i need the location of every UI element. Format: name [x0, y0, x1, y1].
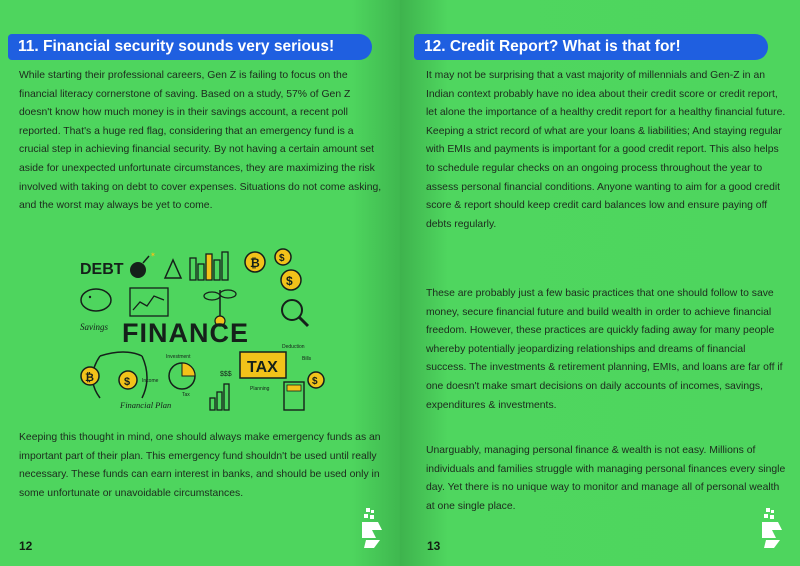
- right-paragraph-2: These are probably just a few basic practices that one should follow to save money, secure financial future and build wealth in order to achieve financial freedom. However, these practices are quickly fading away for many people whereby potentially jeopardizing relationships and dreams of financial success. The investments & retirement planning, EMIs, and loans are far off if one doesn't make smart decisions on daily accounts of incomes, savings, expenditures & investments.: [426, 288, 783, 411]
- svg-text:₿: ₿: [85, 372, 94, 384]
- left-paragraph-1: While starting their professional careers, Gen Z is failing to focus on the financial literacy cornerstone of saving. Based on a study, 57% of Gen Z doesn't know how much money is in their savings account, a recent poll reported. That's a huge red flag, considering that an emergency fund is a crucial step in achieving financial security. By not having a certain amount set aside for unexpected unfortunate circumstances, they are maximizing the risk involved with taking on debt to cover expenses. Situations do not come asking, and the worst may always be yet to come.: [19, 70, 382, 212]
- svg-text:$$$: $$$: [220, 371, 232, 378]
- illus-finance-text: FINANCE: [122, 318, 249, 348]
- svg-text:Deduction: Deduction: [282, 344, 305, 350]
- brand-logo-icon: [360, 508, 384, 548]
- tax-tag-icon: [240, 352, 286, 378]
- left-page-number: 12: [19, 539, 33, 553]
- svg-text:₿: ₿: [250, 256, 260, 270]
- right-page-heading: 12. Credit Report? What is that for!: [414, 34, 768, 60]
- pie-chart-icon: [169, 363, 195, 389]
- svg-text:Planning: Planning: [250, 386, 270, 392]
- svg-text:$: $: [286, 274, 293, 288]
- svg-text:Bills: Bills: [302, 356, 312, 362]
- right-page: [400, 0, 800, 566]
- svg-text:$: $: [279, 253, 285, 264]
- left-page-heading: 11. Financial security sounds very serious!: [8, 34, 372, 60]
- svg-text:$: $: [124, 376, 131, 388]
- right-paragraph-3: Unarguably, managing personal finance & wealth is not easy. Millions of individuals and families struggle with managing personal finances every single day. Yet there is no unique way to monitor and manage all of personal wealth at one single place.: [426, 445, 786, 512]
- illus-savings-text: Savings: [80, 322, 108, 332]
- finance-illustration: [70, 248, 335, 418]
- chart-board-icon: [130, 288, 168, 316]
- illus-debt-text: DEBT: [80, 261, 124, 278]
- svg-text:Investment: Investment: [166, 354, 191, 360]
- right-paragraph-1: It may not be surprising that a vast majority of millennials and Gen-Z in an Indian context probably have no idea about their credit score or credit report, let alone the importance of a healthy credit report for a healthy financial future. Keeping a strict record of what are your loans & liabilities; And staying regular with EMIs and payments is important for a good credit report. This also helps to schedule regular checks on an ongoing process throughout the year to assess personal financial conditions. Anyone wanting to aim for a good credit score & report should keep credit card balances low and ensure paying off debts regularly.: [426, 70, 786, 230]
- bar-chart-icon: [190, 252, 228, 280]
- svg-text:$: $: [312, 376, 318, 387]
- illus-tax-text: TAX: [247, 359, 278, 376]
- bomb-icon: [130, 262, 146, 278]
- magnifier-icon: [282, 300, 308, 326]
- svg-text:Income: Income: [142, 378, 159, 384]
- growth-bars-icon: [210, 384, 229, 410]
- left-paragraph-2: Keeping this thought in mind, one should always make emergency funds as an important part of their plan. This emergency fund shouldn't be used until really necessary. These funds can earn interest in banks, and should be used only in some unfortunate or unavoidable circumstances.: [19, 432, 381, 499]
- piggy-bank-icon: [81, 289, 111, 311]
- illus-financial-plan-text: Financial Plan: [120, 400, 172, 410]
- svg-text:Tax: Tax: [182, 392, 190, 398]
- right-page-number: 13: [427, 539, 441, 553]
- svg-text:✶: ✶: [150, 252, 156, 259]
- brand-logo-icon-right: [760, 508, 784, 548]
- calculator-icon: [284, 382, 304, 410]
